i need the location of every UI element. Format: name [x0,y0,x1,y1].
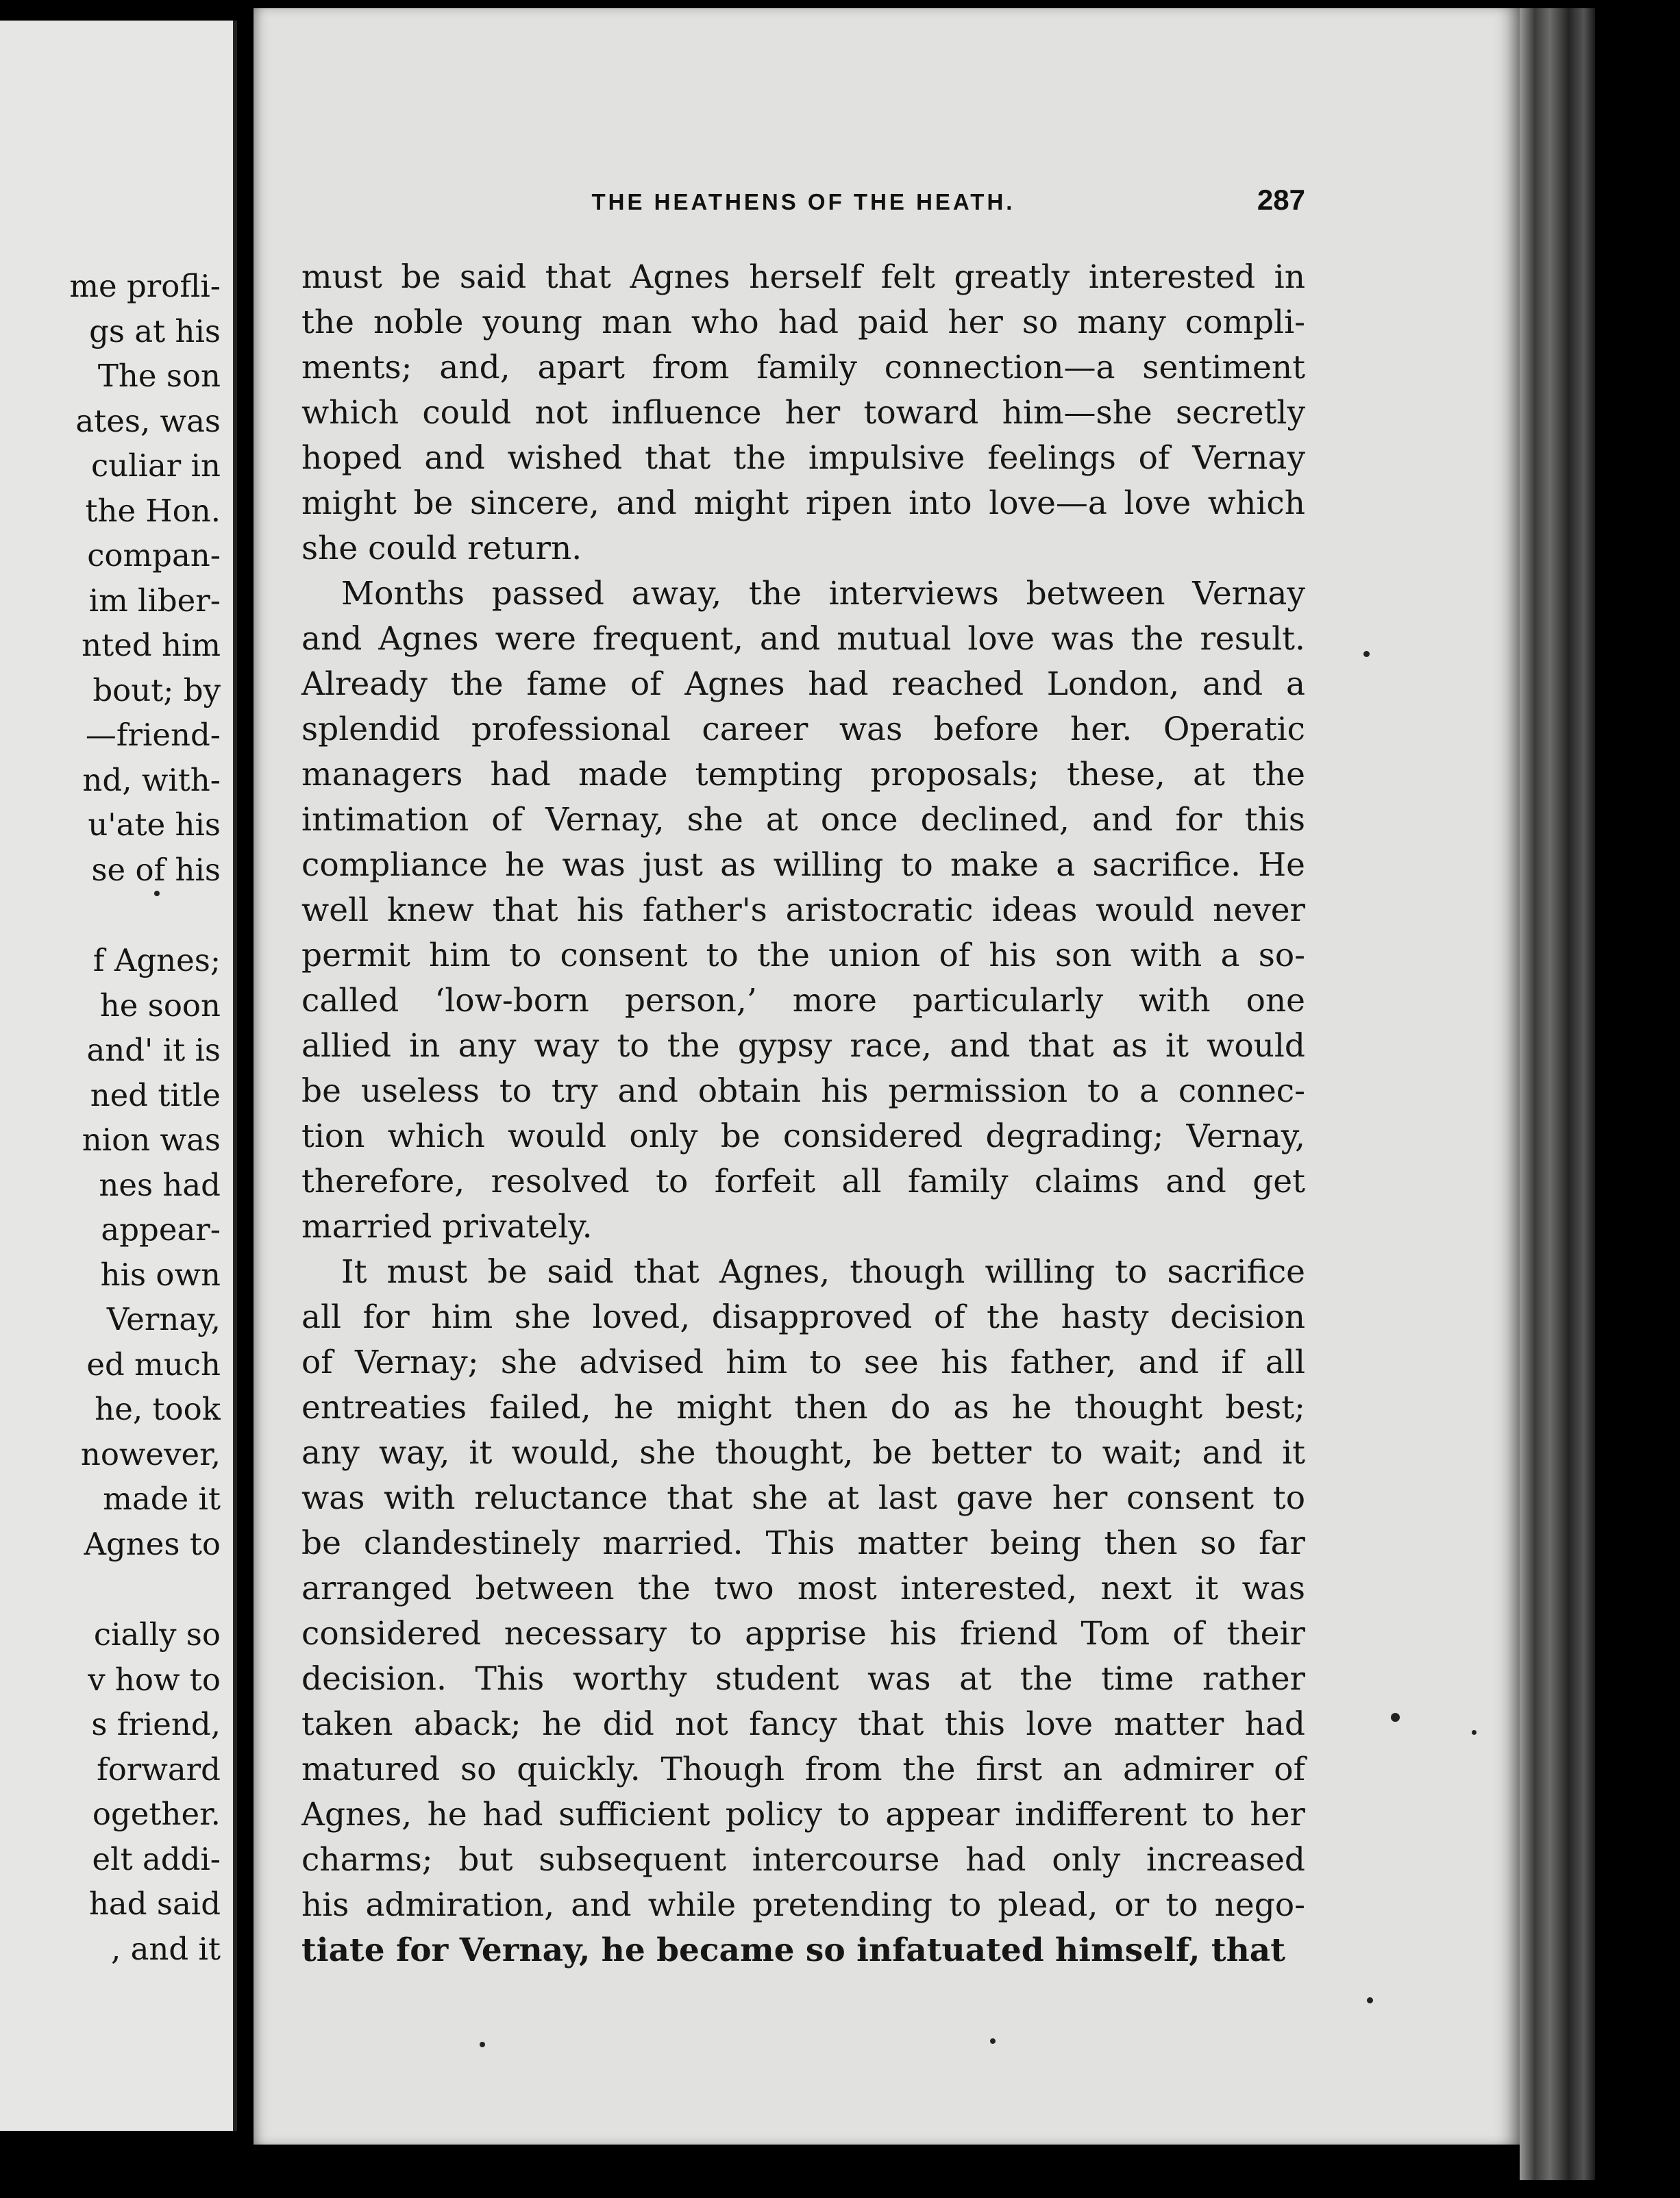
text-line: intimation of Vernay, she at once declined, and for this [301,801,1305,839]
text-line: hoped and wished that the impulsive feelings of Vernay [301,439,1305,477]
text-line: decision. This worthy student was at the time rather [301,1660,1305,1698]
left-facing-page [0,21,237,2131]
left-page-line: the Hon. [85,492,221,529]
text-line: tiate for Vernay, he became so infatuated himself, that [301,1931,1285,1969]
left-page-line: , and it [110,1930,221,1967]
text-line: married privately. [301,1208,593,1246]
left-page-line: cially so [93,1616,221,1653]
left-page-line: his own [100,1256,221,1293]
left-page-line: bout; by [92,671,221,708]
body-text [301,255,1305,1973]
left-page-line: he soon [99,987,221,1024]
left-page-line: u'ate his [88,806,221,843]
left-page-line: im liber- [88,582,221,619]
left-page-line: nd, with- [82,761,221,798]
left-page-line [0,892,221,938]
left-page-line: Vernay, [106,1301,221,1337]
text-line: entreaties failed, he might then do as he thought best; [301,1389,1305,1427]
text-line: managers had made tempting proposals; these, at the [301,756,1305,793]
text-line: called ‘low-born person,’ more particularly with one [301,982,1305,1020]
text-line: she could return. [301,530,582,567]
left-page-line: ates, was [75,402,221,439]
left-page-text [0,264,221,1971]
left-page-line: made it [103,1481,221,1517]
page-header [301,184,1305,225]
left-page-line: me profli- [69,268,221,304]
text-line: ments; and, apart from family connection—a sentiment [301,349,1305,386]
left-page-line: f Agnes; [92,942,221,978]
running-head: THE HEATHENS OF THE HEATH. [591,189,1015,214]
left-page-line: had said [88,1886,221,1922]
text-line: and Agnes were frequent, and mutual love was the result. [301,620,1305,658]
text-line: of Vernay; she advised him to see his father, and if all [301,1344,1305,1381]
paragraph [301,571,1305,1250]
left-page-line: compan- [87,537,221,573]
ink-speck [154,891,160,896]
text-line: any way, it would, she thought, be better to wait; and it [301,1434,1305,1472]
text-line: the noble young man who had paid her so many compli- [301,304,1305,341]
left-page-line: forward [97,1751,221,1788]
text-line: therefore, resolved to forfeit all family claims and get [301,1163,1305,1200]
text-line: taken aback; he did not fancy that this love matter had [301,1705,1305,1743]
left-page-line: The son [97,358,221,394]
left-page-line: nion was [82,1122,221,1158]
ink-speck [1367,1997,1373,2003]
text-line: Already the fame of Agnes had reached London, and a [301,665,1305,703]
text-line: tion which would only be considered degrading; Vernay, [301,1117,1305,1155]
left-page-line: nes had [99,1166,221,1203]
text-line: his admiration, and while pretending to plead, or to nego- [301,1886,1305,1924]
text-line: charms; but subsequent intercourse had only increased [301,1841,1305,1879]
text-line: must be said that Agnes herself felt greatly interested in [301,258,1305,296]
left-page-line: s friend, [91,1706,221,1742]
left-page-line: ed much [86,1346,221,1383]
left-page-line: ned title [90,1076,221,1113]
left-page-line: se of his [91,851,221,888]
ink-speck [1472,1730,1477,1735]
left-page-line: appear- [101,1211,221,1248]
ink-speck [990,2038,996,2044]
left-page-line: —friend- [85,717,221,753]
text-line: might be sincere, and might ripen into love—a love which [301,484,1305,522]
left-page-line: Agnes to [84,1525,221,1562]
text-line: well knew that his father's aristocratic ideas would never [301,891,1305,929]
text-line: matured so quickly. Though from the first an admirer of [301,1751,1305,1788]
left-page-line: he, took [95,1391,221,1427]
left-page-line: ogether. [92,1796,221,1832]
ink-speck [1391,1713,1400,1722]
left-page-line: elt addi- [92,1840,221,1877]
left-page-line: v how to [88,1661,221,1698]
text-line: compliance he was just as willing to make a sacrifice. He [301,846,1305,884]
page-number: 287 [1257,184,1305,216]
text-line: It must be said that Agnes, though willing to sacrifice [341,1253,1305,1291]
left-page-line: nted him [82,627,221,663]
text-line: permit him to consent to the union of his son with a so- [301,937,1305,974]
paragraph [301,1250,1305,1973]
paragraph [301,255,1305,571]
left-page-line: nowever, [80,1435,221,1472]
page-edges [1520,8,1595,2180]
text-line: be clandestinely married. This matter being then so far [301,1524,1305,1562]
text-line: allied in any way to the gypsy race, and that as it would [301,1027,1305,1065]
text-line: Months passed away, the interviews between Vernay [341,575,1305,613]
text-line: be useless to try and obtain his permission to a connec- [301,1072,1305,1110]
text-line: arranged between the two most interested, next it was [301,1570,1305,1607]
text-line: Agnes, he had sufficient policy to appear indifferent to her [301,1796,1305,1833]
ink-speck [480,2042,485,2047]
left-page-line [0,1566,221,1612]
left-page-line: and' it is [86,1032,221,1068]
ink-speck [1363,651,1370,657]
left-page-line: gs at his [89,312,221,349]
text-line: considered necessary to apprise his friend Tom of their [301,1615,1305,1653]
text-line: was with reluctance that she at last gave her consent to [301,1479,1305,1517]
text-line: all for him she loved, disapproved of the hasty decision [301,1298,1305,1336]
text-line: which could not influence her toward him—she secretly [301,394,1305,432]
text-line: splendid professional career was before her. Operatic [301,711,1305,748]
left-page-line: culiar in [91,447,221,484]
